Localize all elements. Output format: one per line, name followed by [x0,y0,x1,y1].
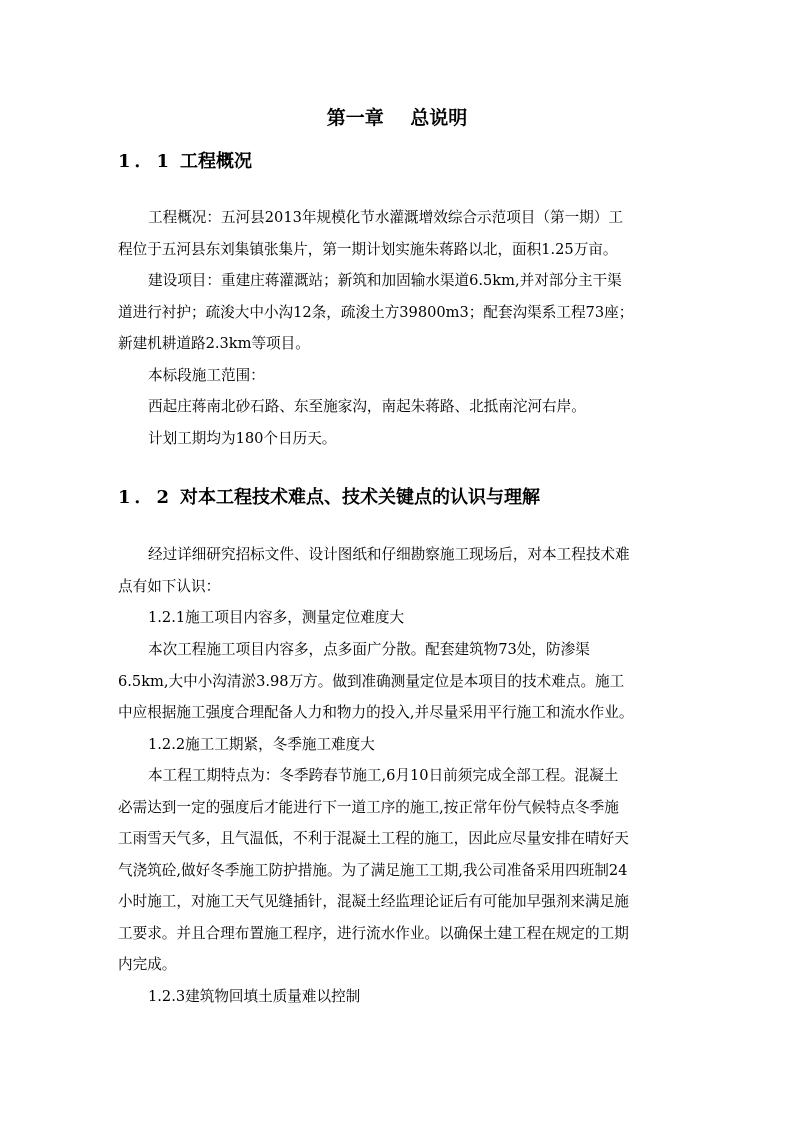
paragraph-line: 经过详细研究招标文件、设计图纸和仔细勘察施工现场后，对本工程技术难 [148,546,630,563]
paragraph-line: 道进行衬护；疏浚大中小沟12条，疏浚土方39800m3；配套沟渠系工程73座； [118,303,634,321]
paragraph-line: 必需达到一定的强度后才能进行下一道工序的施工,按正常年份气候特点冬季施 [118,798,619,816]
duration-text: 计划工期均为180个日历天。 [148,430,337,447]
section-number: 1．2 [118,487,174,508]
scope-label: 本标段施工范围： [148,367,265,384]
paragraph-line: 本次工程施工项目内容多，点多面广分散。配套建筑物73处，防渗渠 [148,641,590,658]
paragraph-line: 建设项目：重建庄蒋灌溉站；新筑和加固输水渠道6.5km,并对部分主干渠 [148,272,622,289]
item-1-2-1-paragraph [118,634,684,729]
paragraph-line: 气浇筑砼,做好冬季施工防护措施。为了满足施工工期,我公司准备采用四班制24 [118,861,628,879]
paragraph-line: 工雨雪天气多，且气温低，不利于混凝土工程的施工，因此应尽量安排在晴好天 [118,830,629,847]
paragraph-line: 工程概况：五河县2013年规模化节水灌溉增效综合示范项目（第一期）工 [148,209,623,226]
section-heading-1-2 [118,484,540,512]
section-title-text: 工程概况 [180,151,252,172]
paragraph-line: 小时施工，对施工天气见缝插针，混凝土经监理论证后有可能加早强剂来满足施 [118,893,629,910]
intro-paragraph [118,539,684,602]
paragraph-line: 中应根据施工强度合理配备人力和物力的投入,并尽量采用平行施工和流水作业。 [118,704,634,721]
scope-text: 西起庄蒋南北砂石路、东至施家沟，南起朱蒋路、北抵南沱河右岸。 [148,398,586,415]
item-heading-1-2-1: 1.2.1施工项目内容多，测量定位难度大 [148,609,405,626]
paragraph-line: 程位于五河县东刘集镇张集片，第一期计划实施朱蒋路以北，面积1.25万亩。 [118,240,618,258]
overview-paragraph [118,202,684,265]
paragraph-line: 本工程工期特点为：冬季跨春节施工,6月10日前须完成全部工程。混凝土 [148,767,619,784]
paragraph-line: 内完成。 [118,956,177,973]
item-heading-1-2-2: 1.2.2施工工期紧，冬季施工难度大 [148,736,375,753]
item-heading-1-2-3: 1.2.3建筑物回填土质量难以控制 [148,988,361,1005]
section-heading-1-1 [118,148,252,176]
section-title-text: 对本工程技术难点、技术关键点的认识与理解 [180,487,540,508]
construction-paragraph [118,265,684,360]
paragraph-line: 新建机耕道路2.3km等项目。 [118,335,310,352]
section-number: 1．1 [118,151,174,172]
item-1-2-2-paragraph [118,760,684,981]
paragraph-line: 工要求。并且合理布置施工程序，进行流水作业。以确保土建工程在规定的工期 [118,924,629,942]
paragraph-line: 点有如下认识： [118,577,221,595]
paragraph-line: 6.5km,大中小沟清淤3.98万方。做到准确测量定位是本项目的技术难点。施工 [118,672,625,690]
chapter-title: 第一章 总说明 [326,107,468,129]
